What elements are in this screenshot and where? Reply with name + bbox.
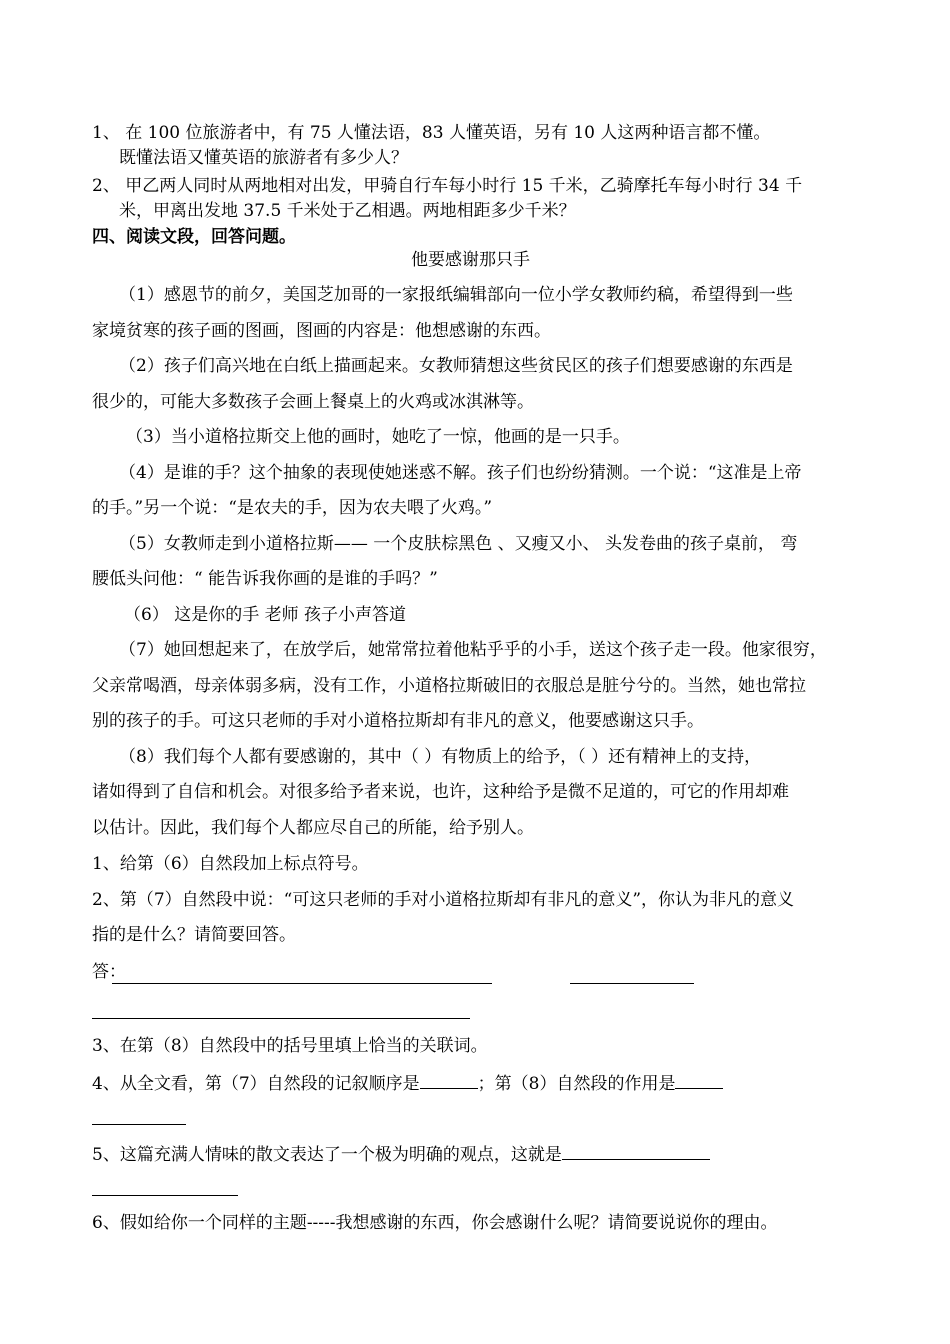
article-line: 以估计。因此，我们每个人都应尽自己的所能，给予别人。 [92,818,534,838]
answer-blank-3[interactable] [92,1018,470,1019]
role-blank-continued[interactable] [92,1124,186,1125]
article-line: （3）当小道格拉斯交上他的画时，她吃了一惊，他画的是一只手。 [126,427,630,447]
problem-1-line-1: 1、 在 100 位旅游者中，有 75 人懂法语，83 人懂英语，另有 10 人这两种语言都不懂。 [92,123,771,143]
article-line: （2）孩子们高兴地在白纸上描画起来。女教师猜想这些贫民区的孩子们想要感谢的东西是 [119,356,793,376]
article-line: （6） 这是你的手 老师 孩子小声答道 [124,605,407,625]
article-line: 腰低头问他：“ 能告诉我你画的是谁的手吗？” [92,569,438,589]
article-line: 的手。”另一个说：“是农夫的手，因为农夫喂了火鸡。” [92,498,493,518]
question-5 [92,1141,710,1167]
question-4-text-a: 4、从全文看，第（7）自然段的记叙顺序是 [92,1074,420,1094]
answer-blank-2[interactable] [570,983,694,984]
article-line: 诸如得到了自信和机会。对很多给予者来说，也许，这种给予是微不足道的，可它的作用却难 [92,782,789,802]
article-line: （4）是谁的手？这个抽象的表现使她迷惑不解。孩子们也纷纷猜测。一个说：“这准是上帝 [119,463,802,483]
problem-2-line-2: 米，甲离出发地 37.5 千米处于乙相遇。两地相距多少千米？ [119,201,576,221]
article-line: 家境贫寒的孩子画的图画，图画的内容是：他想感谢的东西。 [92,321,551,341]
article-line: （8）我们每个人都有要感谢的，其中（ ）有物质上的给予，（ ）还有精神上的支持， [119,747,762,767]
section-heading: 四、阅读文段，回答问题。 [92,227,296,247]
order-blank[interactable] [420,1070,478,1089]
article-line: 很少的，可能大多数孩子会画上餐桌上的火鸡或冰淇淋等。 [92,392,534,412]
role-blank[interactable] [675,1070,723,1089]
question-2-line-2: 指的是什么？请简要回答。 [92,925,296,945]
question-5-text: 5、这篇充满人情味的散文表达了一个极为明确的观点，这就是 [92,1145,562,1165]
question-1: 1、给第（6）自然段加上标点符号。 [92,854,369,874]
question-3: 3、在第（8）自然段中的括号里填上恰当的关联词。 [92,1036,488,1056]
question-6: 6、假如给你一个同样的主题-----我想感谢的东西，你会感谢什么呢？请简要说说你的理由。 [92,1213,778,1233]
article-line: （7）她回想起来了，在放学后，她常常拉着他粘乎乎的小手，送这个孩子走一段。他家很穷， [119,640,827,660]
question-2-line-1: 2、第（7）自然段中说：“可这只老师的手对小道格拉斯却有非凡的意义”，你认为非凡的意义 [92,890,795,910]
problem-2-line-1: 2、 甲乙两人同时从两地相对出发，甲骑自行车每小时行 15 千米，乙骑摩托车每小时行 34 千 [92,176,803,196]
viewpoint-blank[interactable] [562,1141,710,1160]
article-line: 父亲常喝酒，母亲体弱多病，没有工作，小道格拉斯破旧的衣服总是脏兮兮的。当然，她也常拉 [92,676,806,696]
question-4-text-b: ；第（8）自然段的作用是 [477,1074,676,1094]
problem-1-line-2: 既懂法语又懂英语的旅游者有多少人？ [119,148,408,168]
question-4 [92,1070,723,1096]
article-line: （1）感恩节的前夕，美国芝加哥的一家报纸编辑部向一位小学女教师约稿，希望得到一些 [119,285,793,305]
article-line: 别的孩子的手。可这只老师的手对小道格拉斯却有非凡的意义，他要感谢这只手。 [92,711,704,731]
viewpoint-blank-continued[interactable] [92,1195,238,1196]
article-line: （5）女教师走到小道格拉斯—— 一个皮肤棕黑色 、又瘦又小、 头发卷曲的孩子桌前， 弯 [119,534,798,554]
answer-blank-1[interactable] [112,983,492,984]
article-title: 他要感谢那只手 [411,250,530,270]
answer-label: 答： [92,962,126,982]
